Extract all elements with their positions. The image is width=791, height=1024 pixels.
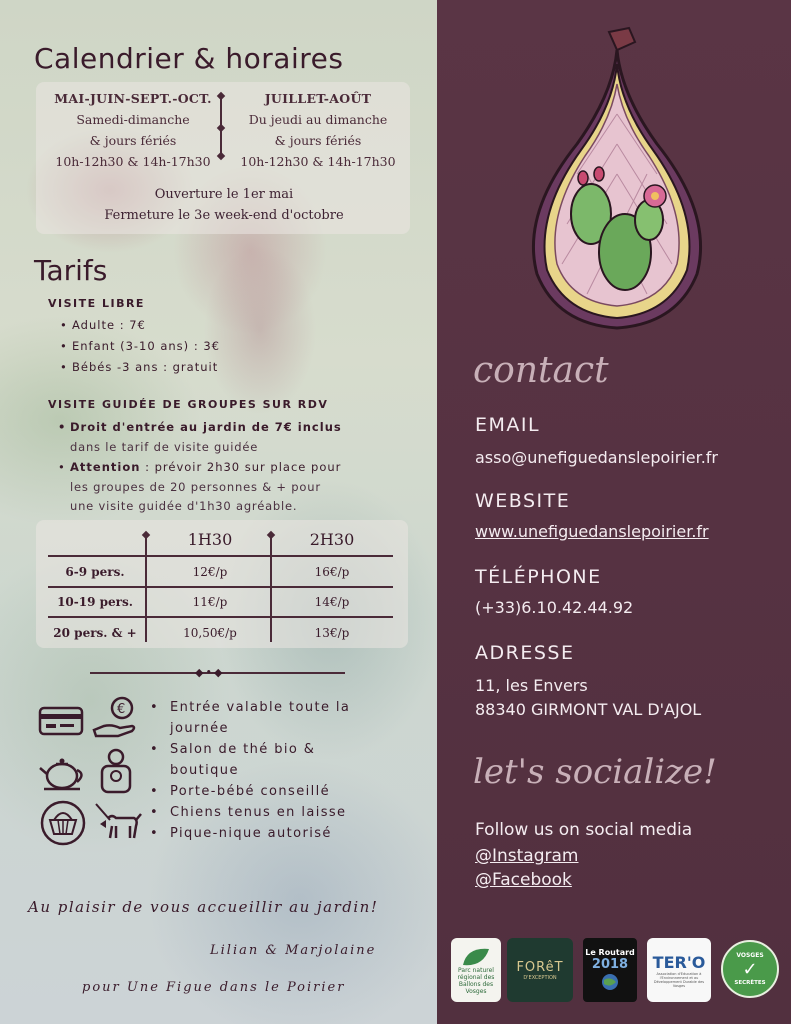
amenity-item: • Salon de thé bio &: [170, 739, 315, 760]
attention-text: : prévoir 2h30 sur place pour: [140, 460, 342, 474]
free-visit-heading: VISITE LIBRE: [48, 297, 145, 310]
amenity-item: • Chiens tenus en laisse: [170, 802, 346, 823]
season-holidays: & jours fériés: [89, 133, 177, 148]
svg-text:€: €: [117, 702, 126, 717]
table-column-divider: [270, 534, 272, 642]
table-price: 16€/p: [314, 565, 350, 579]
address-line-1: 11, les Envers: [475, 676, 588, 695]
instagram-link[interactable]: @Instagram: [475, 846, 579, 866]
closing-text: Fermeture le 3e week-end d'octobre: [104, 208, 344, 223]
euro-hand-icon: [92, 696, 140, 740]
follow-text: Follow us on social media: [475, 820, 693, 840]
table-row-line: [48, 586, 393, 588]
table-price: 14€/p: [314, 595, 350, 609]
tero-logo-subtext: Association d'Education à l'Environnement et au Développement Durable des Vosges: [653, 971, 705, 988]
opening-dates: [44, 184, 404, 226]
season-heading: MAI-JUIN-SEPT.-OCT.: [54, 91, 212, 106]
website-label: WEBSITE: [475, 490, 571, 512]
table-group: 6-9 pers.: [65, 565, 125, 579]
price-item: • Enfant (3-10 ans) : 3€: [72, 339, 220, 353]
website-link[interactable]: www.unefiguedanslepoirier.fr: [475, 522, 709, 541]
calendar-season-summer: [233, 88, 403, 172]
socialize-script-title: let's socialize!: [473, 752, 717, 792]
ornament-diamonds: ◆•◆: [195, 666, 225, 679]
tero-logo[interactable]: [647, 938, 711, 1002]
guided-visit-heading: VISITE GUIDÉE DE GROUPES SUR RDV: [48, 398, 329, 411]
routard-year: 2018: [591, 957, 629, 972]
picnic-basket-icon: [38, 800, 88, 846]
v-check-icon: ✓: [742, 959, 758, 980]
price-item: • Adulte : 7€: [72, 318, 146, 332]
calendar-title: Calendrier & horaires: [34, 42, 344, 75]
foret-logo-text: FORêT: [516, 959, 564, 975]
table-row-line: [48, 616, 393, 618]
phone-label: TÉLÉPHONE: [475, 566, 602, 588]
amenity-text: journée: [170, 721, 229, 736]
opening-text: Ouverture le 1er mai: [154, 187, 294, 202]
guided-attention: [70, 460, 341, 474]
signature-names: Lilian & Marjolaine: [210, 943, 377, 958]
baby-carrier-icon: [98, 748, 134, 794]
stained-glass-fig-illustration: [517, 24, 717, 334]
routard-logo-text: Le Routard: [585, 948, 635, 957]
welcome-message: Au plaisir de vous accueillir au jardin!: [28, 898, 379, 916]
guided-item-bold: • Droit d'entrée au jardin de 7€ inclus: [70, 420, 342, 434]
amenity-item: • Porte-bébé conseillé: [170, 781, 330, 802]
amenity-item: • Entrée valable toute la: [170, 697, 350, 718]
guided-item-text: une visite guidée d'1h30 agréable.: [70, 499, 298, 513]
teapot-icon: [38, 752, 88, 794]
parc-leaf-icon: [461, 945, 491, 967]
season-holidays: & jours fériés: [274, 133, 362, 148]
foret-logo-subtext: D'EXCEPTION: [523, 974, 557, 981]
contact-script-title: contact: [473, 350, 609, 391]
season-days: Samedi-dimanche: [76, 112, 190, 127]
vosges-secretes-logo[interactable]: [721, 940, 779, 998]
signature-organisation: pour Une Figue dans le Poirier: [82, 980, 346, 995]
right-panel: [437, 0, 791, 1024]
season-hours: 10h-12h30 & 14h-17h30: [55, 154, 211, 169]
amenity-text: boutique: [170, 763, 239, 778]
email-link[interactable]: asso@unefiguedanslepoirier.fr: [475, 448, 718, 467]
routard-2018-logo[interactable]: [583, 938, 637, 1002]
table-column-divider: [145, 534, 147, 642]
guided-item-text: les groupes de 20 personnes & + pour: [70, 480, 321, 494]
table-price: 13€/p: [314, 626, 350, 640]
tarifs-title: Tarifs: [34, 254, 108, 287]
table-row-line: [48, 555, 393, 557]
address-label: ADRESSE: [475, 642, 575, 664]
globe-icon: [600, 972, 620, 992]
table-price: 12€/p: [192, 565, 228, 579]
amenity-item: • Pique-nique autorisé: [170, 823, 332, 844]
attention-label: Attention: [70, 460, 141, 474]
table-group: 10-19 pers.: [57, 595, 133, 609]
price-item: • Bébés -3 ans : gratuit: [72, 360, 218, 374]
dog-leash-icon: [94, 800, 142, 842]
address-line-2: 88340 GIRMONT VAL D'AJOL: [475, 700, 702, 719]
table-group: 20 pers. & +: [53, 626, 137, 640]
calendar-season-spring-autumn: [48, 88, 218, 172]
phone-number[interactable]: (+33)6.10.42.44.92: [475, 598, 634, 617]
amenity-item-continued: [170, 760, 239, 781]
secretes-logo-text: SECRÈTES: [734, 980, 766, 986]
email-label: EMAIL: [475, 414, 541, 436]
parc-naturel-logo[interactable]: [451, 938, 501, 1002]
tero-logo-text: TER'O: [652, 952, 706, 972]
season-days: Du jeudi au dimanche: [248, 112, 388, 127]
season-hours: 10h-12h30 & 14h-17h30: [240, 154, 396, 169]
guided-item-text: dans le tarif de visite guidée: [70, 440, 259, 454]
table-header: 1H30: [187, 530, 233, 549]
amenity-item-continued: [170, 718, 229, 739]
table-price: 10,50€/p: [183, 626, 237, 640]
parc-logo-text: Parc naturel régional des Ballons des Vosges: [457, 967, 495, 995]
table-header: 2H30: [309, 530, 355, 549]
vosges-logo-text: VOSGES: [736, 952, 764, 959]
credit-card-icon: [38, 704, 86, 738]
table-price: 11€/p: [192, 595, 228, 609]
season-heading: JUILLET-AOÛT: [264, 91, 372, 106]
foret-exception-logo[interactable]: [507, 938, 573, 1002]
facebook-link[interactable]: @Facebook: [475, 870, 572, 890]
